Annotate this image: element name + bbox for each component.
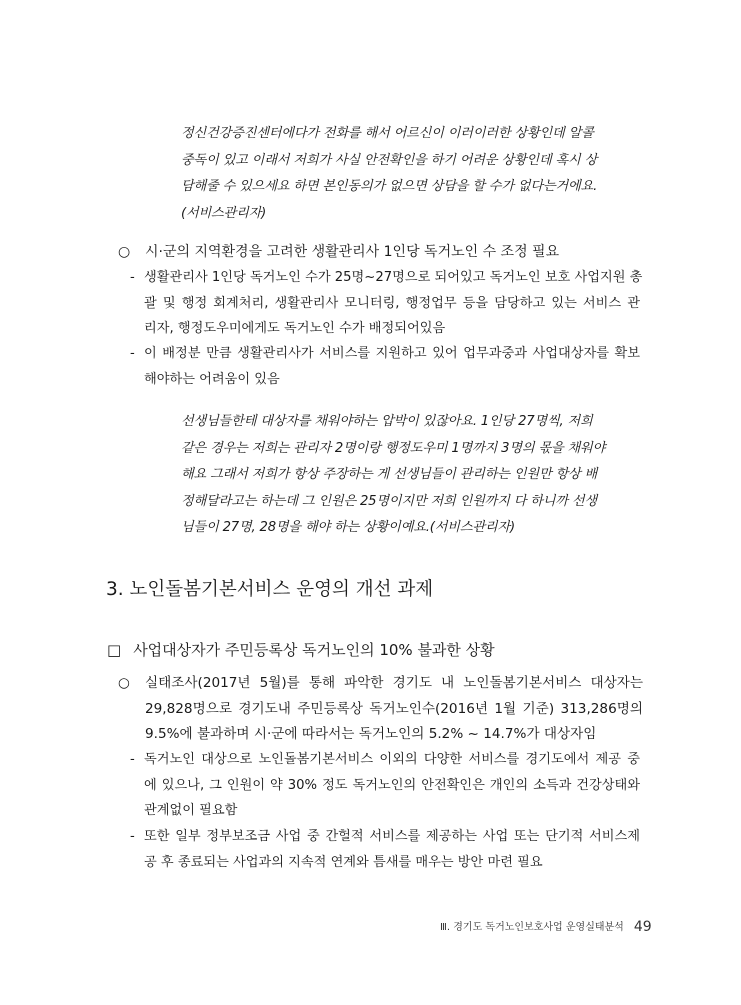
text-line: 29,828명으로 경기도내 주민등록상 독거노인수(2016년 1월 기준) 313,286명의	[145, 700, 643, 717]
quote-line: 님들이 27명, 28명을 해야 하는 상황이예요.(서비스관리자)	[181, 520, 515, 535]
text-line: 또한 일부 정부보조금 사업 중 간헐적 서비스를 제공하는 사업 또는 단기적 서비스제	[144, 829, 640, 844]
square-bullet: □	[107, 641, 122, 659]
text-line: 실태조사(2017년 5월)를 통해 파악한 경기도 내 노인돌봄기본서비스 대상자는	[145, 675, 643, 691]
text-line: 리자, 행정도우미에게도 독거노인 수가 배정되어있음	[144, 321, 446, 336]
section-heading: 3. 노인돌봄기본서비스 운영의 개선 과제	[106, 579, 434, 600]
text-line: 공 후 종료되는 사업과의 지속적 연계와 틈새를 매우는 방안 마련 필요	[144, 854, 543, 870]
dash-text	[144, 747, 640, 824]
dash-text	[144, 824, 640, 875]
quote-line: (서비스관리자)	[181, 205, 267, 221]
dash-bullet: -	[130, 346, 135, 361]
circle-bullet: ○	[118, 675, 130, 691]
running-title: Ⅲ. 경기도 독거노인보호사업 운영실태분석	[440, 922, 624, 933]
dash-bullet: -	[130, 752, 135, 767]
page-number: 49	[633, 919, 652, 935]
box-bullet-item	[107, 639, 495, 660]
interview-quote-1	[181, 121, 641, 227]
text-line: 9.5%에 불과하며 시·군에 따라서는 독거노인의 5.2% ~ 14.7%가 대상자임	[145, 726, 597, 742]
dash-text	[144, 265, 643, 342]
text-line: 이 배정분 만큼 생활관리사가 서비스를 지원하고 있어 업무과중과 사업대상자를 확보	[144, 346, 640, 361]
quote-line: 같은 경우는 저희는 관리자 2명이랑 행정도우미 1명까지 3명의 몫을 채워야	[181, 440, 606, 456]
dash-text	[144, 341, 640, 392]
text-line: 독거노인 대상으로 노인돌봄기본서비스 이외의 다양한 서비스를 경기도에서 제공 중	[144, 752, 640, 767]
box-bullet-text: 사업대상자가 주민등록상 독거노인의 10% 불과한 상황	[133, 641, 495, 659]
interview-quote-2	[181, 409, 641, 542]
page-footer	[440, 918, 652, 934]
quote-line: 선생님들한테 대상자를 채워야하는 압박이 있잖아요. 1인당 27명씩, 저희	[181, 414, 593, 429]
text-line: 생활관리사 1인당 독거노인 수가 25명~27명으로 되어있고 독거노인 보호 사업지원 총	[144, 270, 643, 285]
quote-line: 담해줄 수 있으세요 하면 본인동의가 없으면 상담을 할 수가 없다는거에요.	[181, 179, 598, 194]
bullet-text: 시·군의 지역환경을 고려한 생활관리사 1인당 독거노인 수 조정 필요	[145, 244, 560, 260]
text-line: 해야하는 어려움이 있음	[144, 371, 280, 387]
bullet-text	[145, 671, 643, 748]
text-line: 괄 및 행정 회계처리, 생활관리사 모니터링, 행정업무 등을 담당하고 있는 서비스 관	[144, 295, 640, 311]
quote-line: 중독이 있고 이래서 저희가 사실 안전확인을 하기 어려운 상황인데 혹시 상	[181, 152, 598, 168]
quote-line: 해요 그래서 저희가 항상 주장하는 게 선생님들이 관리하는 인원만 항상 배	[181, 467, 598, 482]
text-line: 에 있으나, 그 인원이 약 30% 정도 독거노인의 안전확인은 개인의 소득과 건강상태와	[144, 777, 640, 793]
text-line: 관계없이 필요함	[144, 803, 238, 818]
quote-line: 정신건강증진센터에다가 전화를 해서 어르신이 이러이러한 상황인데 알콜	[181, 126, 594, 141]
quote-line: 정해달라고는 하는데 그 인원은 25명이지만 저희 인원까지 다 하니까 선생	[181, 493, 597, 509]
dash-bullet: -	[130, 829, 135, 844]
circle-bullet: ○	[118, 244, 131, 260]
dash-bullet: -	[130, 270, 135, 285]
